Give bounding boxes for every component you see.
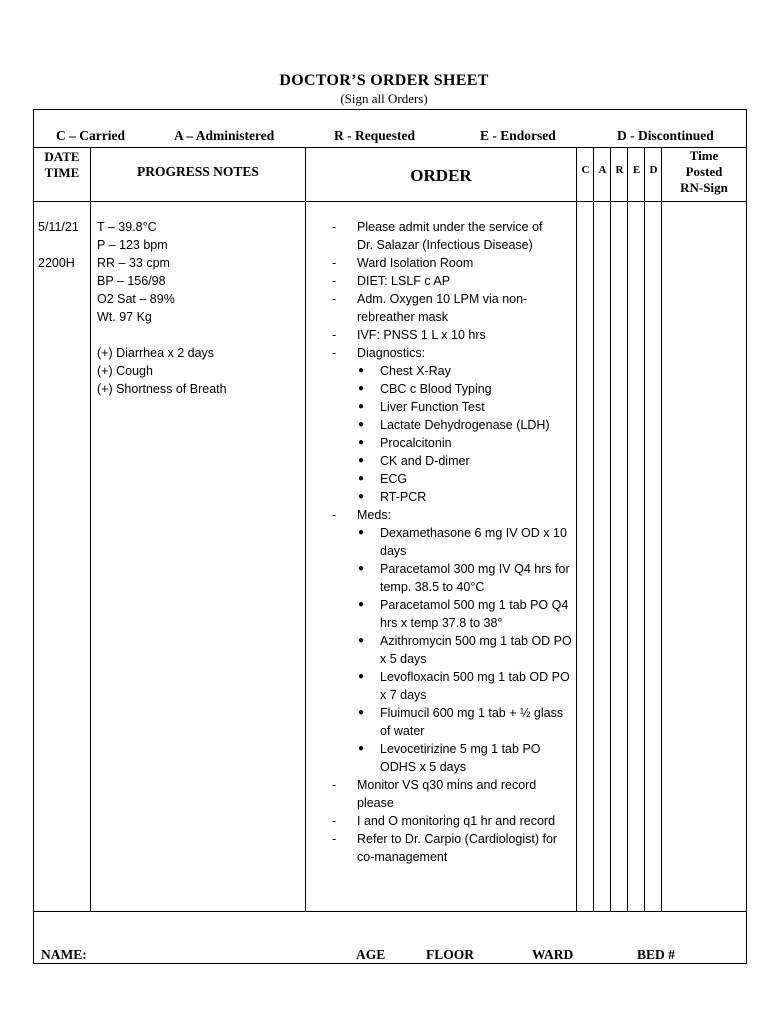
order-item-refer xyxy=(332,830,572,866)
bullet-marker: ● xyxy=(358,563,365,574)
diagnostic-item xyxy=(332,470,572,488)
progress-notes-header: PROGRESS NOTES xyxy=(137,164,259,179)
med-item xyxy=(332,524,572,560)
legend-requested: R - Requested xyxy=(334,128,415,143)
med-text: x 5 days xyxy=(380,652,427,666)
diagnostic-item xyxy=(332,452,572,470)
order-text: rebreather mask xyxy=(357,310,449,324)
order-item-oxygen xyxy=(332,290,572,326)
med-text: hrs x temp 37.8 to 38° xyxy=(380,616,503,630)
bullet-marker: ● xyxy=(358,383,365,394)
bullet-marker: ● xyxy=(358,671,365,682)
dash-marker: - xyxy=(332,346,337,360)
order-item-ward xyxy=(332,254,572,272)
dash-marker: - xyxy=(332,778,337,792)
d-column-rule xyxy=(661,147,662,912)
med-item xyxy=(332,560,572,596)
order-text: Diagnostics: xyxy=(357,346,426,360)
med-text: Paracetamol 500 mg 1 tab PO Q4 xyxy=(380,598,569,612)
diagnostic-text: Liver Function Test xyxy=(380,400,485,414)
med-text: Azithromycin 500 mg 1 tab OD PO xyxy=(380,634,572,648)
med-text: Fluimucil 600 mg 1 tab + ½ glass xyxy=(380,706,564,720)
order-text: Dr. Salazar (Infectious Disease) xyxy=(357,238,533,252)
diagnostic-item xyxy=(332,362,572,380)
r-column-rule xyxy=(627,147,628,912)
ward-label: WARD xyxy=(532,947,574,962)
dash-marker: - xyxy=(332,328,337,342)
note-line: P – 123 bpm xyxy=(97,238,168,252)
order-header: ORDER xyxy=(410,166,472,185)
entry-time: 2200H xyxy=(38,256,75,270)
order-item-monitor-vs xyxy=(332,776,572,812)
bullet-marker: ● xyxy=(358,437,365,448)
note-line: O2 Sat – 89% xyxy=(97,292,175,306)
med-item xyxy=(332,740,572,776)
order-sheet-table xyxy=(33,109,747,964)
bullet-marker: ● xyxy=(358,707,365,718)
med-text: Dexamethasone 6 mg IV OD x 10 xyxy=(380,526,567,540)
diagnostic-text: CBC c Blood Typing xyxy=(380,382,492,396)
sheet-title: DOCTOR’S ORDER SHEET xyxy=(279,72,489,89)
time-posted-header xyxy=(662,148,746,196)
status-header-d: D xyxy=(649,164,658,176)
diagnostic-text: CK and D-dimer xyxy=(380,454,470,468)
time-posted-label-1: Time xyxy=(689,148,719,163)
med-text: of water xyxy=(380,724,425,738)
diagnostic-item xyxy=(332,380,572,398)
bullet-marker: ● xyxy=(358,743,365,754)
order-item-diagnostics xyxy=(332,344,572,362)
bullet-marker: ● xyxy=(358,599,365,610)
entry-date-time xyxy=(38,218,79,272)
header-bottom-rule xyxy=(34,201,746,202)
a-column-rule xyxy=(610,147,611,912)
med-item xyxy=(332,596,572,632)
header-top-rule xyxy=(34,147,746,148)
c-column-rule xyxy=(593,147,594,912)
status-header-c: C xyxy=(581,164,590,176)
bullet-marker: ● xyxy=(358,419,365,430)
symptom-line: (+) Diarrhea x 2 days xyxy=(97,346,215,360)
order-text: Refer to Dr. Carpio (Cardiologist) for xyxy=(357,832,558,846)
dash-marker: - xyxy=(332,292,337,306)
entry-date: 5/11/21 xyxy=(38,220,79,234)
med-text: Paracetamol 300 mg IV Q4 hrs for xyxy=(380,562,570,576)
legend-endorsed: E - Endorsed xyxy=(480,128,556,143)
body-bottom-rule xyxy=(34,911,746,912)
bed-label: BED # xyxy=(637,947,675,962)
bullet-marker: ● xyxy=(358,491,365,502)
note-line: Wt. 97 Kg xyxy=(97,310,152,324)
date-column-rule xyxy=(90,147,91,912)
bullet-marker: ● xyxy=(358,527,365,538)
diagnostic-item xyxy=(332,488,572,506)
progress-notes-cell xyxy=(97,218,302,398)
legend-carried: C – Carried xyxy=(56,128,125,143)
date-header-label: DATE xyxy=(44,149,80,164)
med-item xyxy=(332,704,572,740)
status-header-a: A xyxy=(598,164,607,176)
dash-marker: - xyxy=(332,274,337,288)
order-text: Monitor VS q30 mins and record xyxy=(357,778,537,792)
med-text: temp. 38.5 to 40°C xyxy=(380,580,485,594)
order-text: IVF: PNSS 1 L x 10 hrs xyxy=(357,328,486,342)
diagnostic-item xyxy=(332,434,572,452)
order-text: Adm. Oxygen 10 LPM via non- xyxy=(357,292,528,306)
status-legend xyxy=(34,128,746,146)
order-cell xyxy=(332,218,572,866)
order-item-meds xyxy=(332,506,572,524)
order-text: Meds: xyxy=(357,508,392,522)
diagnostic-text: Procalcitonin xyxy=(380,436,452,450)
diagnostic-text: RT-PCR xyxy=(380,490,427,504)
order-text: I and O monitoring q1 hr and record xyxy=(357,814,556,828)
note-line: RR – 33 cpm xyxy=(97,256,170,270)
diagnostic-text: Chest X-Ray xyxy=(380,364,451,378)
dash-marker: - xyxy=(332,508,337,522)
diagnostic-item xyxy=(332,416,572,434)
order-text: DIET: LSLF c AP xyxy=(357,274,451,288)
notes-column-rule xyxy=(305,147,306,912)
med-text: Levofloxacin 500 mg 1 tab OD PO xyxy=(380,670,570,684)
order-text: Ward Isolation Room xyxy=(357,256,474,270)
sheet-header xyxy=(0,72,768,107)
status-header-r: R xyxy=(615,164,624,176)
symptom-line: (+) Shortness of Breath xyxy=(97,382,227,396)
bullet-marker: ● xyxy=(358,365,365,376)
order-text: Please admit under the service of xyxy=(357,220,543,234)
med-text: days xyxy=(380,544,407,558)
order-text: co-management xyxy=(357,850,448,864)
e-column-rule xyxy=(644,147,645,912)
time-header-label: TIME xyxy=(44,165,80,180)
med-item xyxy=(332,632,572,668)
time-posted-label-2: Posted xyxy=(685,164,723,179)
sheet-subtitle: (Sign all Orders) xyxy=(340,91,428,106)
note-line: T – 39.8°C xyxy=(97,220,157,234)
bullet-marker: ● xyxy=(358,401,365,412)
diagnostic-item xyxy=(332,398,572,416)
symptom-line: (+) Cough xyxy=(97,364,153,378)
dash-marker: - xyxy=(332,832,337,846)
bullet-marker: ● xyxy=(358,455,365,466)
order-item-admit xyxy=(332,218,572,254)
dash-marker: - xyxy=(332,256,337,270)
note-line: BP – 156/98 xyxy=(97,274,166,288)
order-text: please xyxy=(357,796,394,810)
order-item-io xyxy=(332,812,572,830)
bullet-marker: ● xyxy=(358,635,365,646)
dash-marker: - xyxy=(332,220,337,234)
diagnostic-text: Lactate Dehydrogenase (LDH) xyxy=(380,418,550,432)
order-column-rule xyxy=(576,147,577,912)
order-item-diet xyxy=(332,272,572,290)
time-posted-label-3: RN-Sign xyxy=(680,180,728,195)
med-text: x 7 days xyxy=(380,688,427,702)
date-time-header xyxy=(34,149,90,181)
med-item xyxy=(332,668,572,704)
diagnostic-text: ECG xyxy=(380,472,408,486)
med-text: Levocetirizine 5 mg 1 tab PO xyxy=(380,742,541,756)
age-label: AGE xyxy=(356,947,386,962)
legend-administered: A – Administered xyxy=(174,128,275,143)
dash-marker: - xyxy=(332,814,337,828)
patient-info-footer xyxy=(34,947,746,965)
order-item-ivf xyxy=(332,326,572,344)
status-header-e: E xyxy=(632,164,641,176)
med-text: ODHS x 5 days xyxy=(380,760,467,774)
bullet-marker: ● xyxy=(358,473,365,484)
floor-label: FLOOR xyxy=(426,947,475,962)
name-label: NAME: xyxy=(41,947,87,962)
legend-discontinued: D - Discontinued xyxy=(617,128,714,143)
